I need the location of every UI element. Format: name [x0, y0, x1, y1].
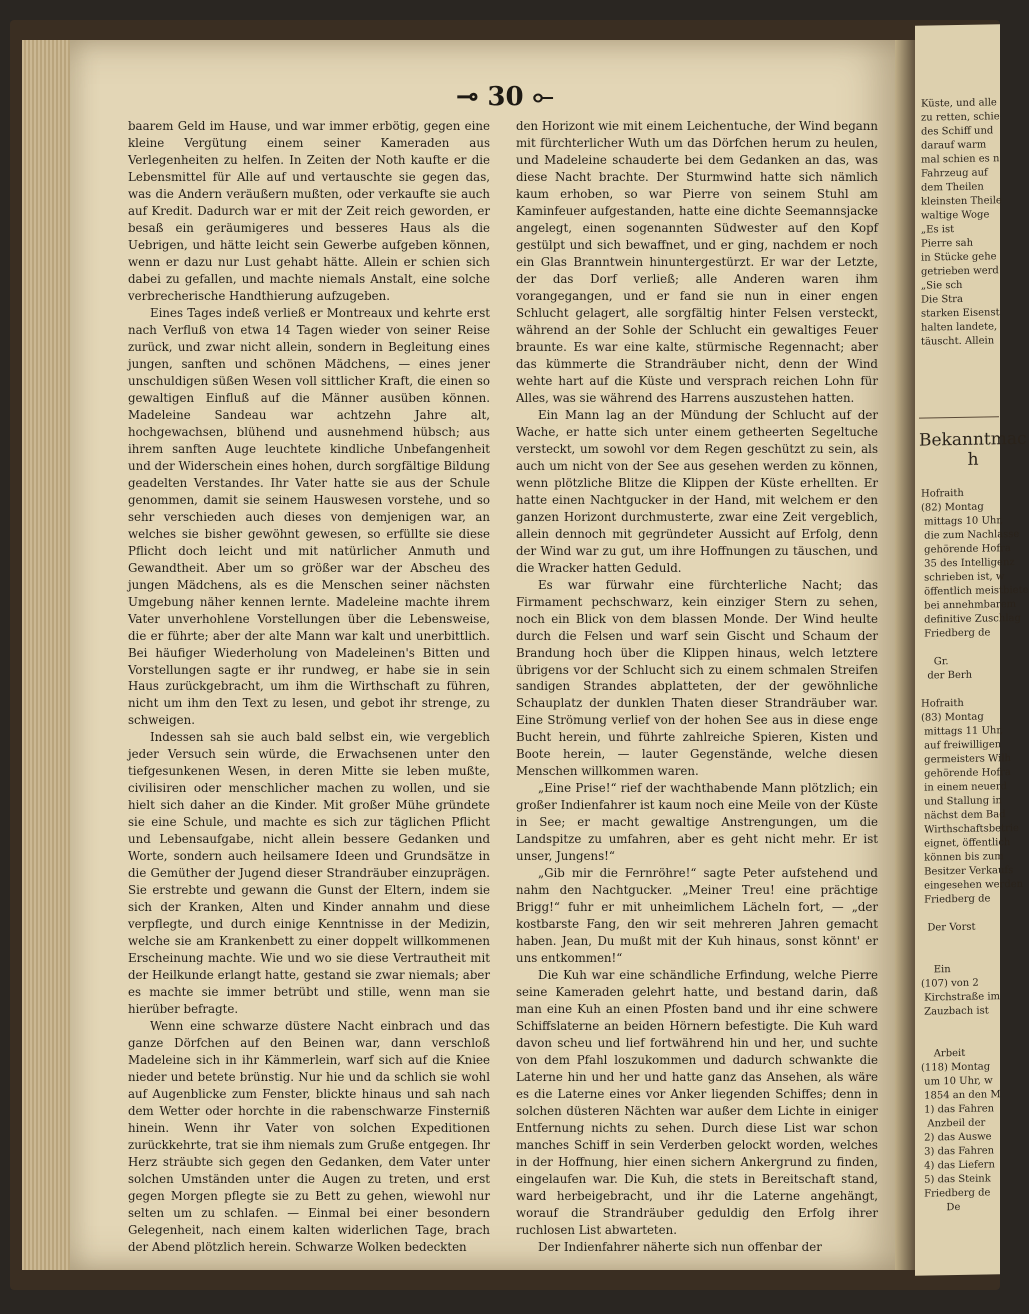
paragraph: den Horizont wie mit einem Leichentuche, der Wind begann mit fürchterlicher Wuth um das Dörfchen herum zu heulen, und Madeleine schauderte bei dem Gedanken an das, was diese Nacht brachte. Der Sturmwind hatte sich nämlich kaum erhoben, so war Pierre von seinem Stuhl am Kaminfeuer aufgestanden, hatte eine dichte Seemannsjacke angelegt, einen sogenannten Südwester auf den Kopf gestülpt und sich bewaffnet, und er ging, nachdem er noch ein Glas Branntwein hinuntergestürzt. Er war der Letzte, der das Dorf verließ; alle Anderen waren ihm vorangegangen, und er fand sie nun in einer engen Schlucht gelagert, alle sorgfältig hinter Felsen versteckt, während an der Sohle der Schlucht ein gewaltiges Feuer braunte. Es war eine kalte, stürmische Regennacht; aber das kümmerte die Strandräuber nicht, denn der Wind wehte hart auf die Küste und versprach reichen Lohn für Alles, was sie während des Harrens auszustehen hatten.	[516, 119, 878, 405]
right-page-heading: Bekanntmac h	[919, 428, 1027, 470]
paragraph: baarem Geld im Hause, und war immer erbötig, gegen eine kleine Vergütung einem seiner Kameraden aus Verlegenheiten zu helfen. In Zeiten der Noth kaufte er die Lebensmittel für Alle auf und vertauschte sie gegen das, was die Andern veräußern mußten, oder verkaufte sie auch auf Kredit. Dadurch war er mit der Zeit reich geworden, er besaß ein geräumigeres und besseres Haus als die Uebrigen, und hätte leicht sein Gewerbe aufgeben können, wenn er dazu nur Lust gehabt hätte. Allein er schien sich dabei zu gefallen, und machte niemals Anstalt, eine solche verbrecherische Handthierung aufzugeben.	[128, 119, 490, 303]
left-text-column	[128, 118, 490, 1256]
paragraph: „Eine Prise!“ rief der wachthabende Mann plötzlich; ein großer Indienfahrer ist kaum noch eine Meile von der Küste in See; er macht gewaltige Anstrengungen, um die Landspitze zu umfahren, aber es geht nicht mehr. Er ist unser, Jungens!“	[516, 781, 878, 864]
paragraph: Wenn eine schwarze düstere Nacht einbrach und das ganze Dörfchen auf den Beinen war, dann verschloß Madeleine sich in ihr Kämmerlein, warf sich auf die Kniee nieder und betete brünstig. Nur hie und da schlich sie wohl auf Augenblicke zum Fenster, blickte hinaus und sah nach dem Wetter oder horchte in die rabenschwarze Finsterniß hinein. Wenn ihr Vater von solchen Expeditionen zurückkehrte, trat sie ihm niemals zum Gruße entgegen. Ihr Herz sträubte sich gegen den Gedanken, dem Vater unter solchen Umständen unter die Augen zu treten, und erst gegen Morgen pflegte sie zu Bett zu gehen, wiewohl nur selten um zu schlafen. — Einmal bei einer besondern Gelegenheit, nach einem kalten widerlichen Tage, brach der Abend plötzlich herein. Schwarze Wolken bedeckten	[128, 1019, 490, 1254]
right-page-top-text: Küste, und alle zu retten, schie des Schiff und darauf warm mal schien es n Fahrzeug auf dem Theilen kleinsten Theile waltige Woge „Es ist Pierre sah in Stücke gehe getrieben werd „Sie sch Die Stra starken Eisenst halten landete, täuscht. Allein	[921, 97, 1002, 348]
paragraph: Eines Tages indeß verließ er Montreaux und kehrte erst nach Verfluß von etwa 14 Tagen wieder von seiner Reise zurück, und zwar nicht allein, sondern in Begleitung eines jungen, sanften und schönen Mädchens, — eines jener unschuldigen süßen Wesen voll sittlicher Kraft, die einen so gewaltigen Einfluß auf die Männer ausüben können. Madeleine Sandeau war achtzehn Jahre alt, hochgewachsen, blühend und ausnehmend hübsch; aus ihrem sanften Auge leuchtete kindliche Unbefangenheit und der Widerschein eines hohen, durch sorgfältige Bildung geadelten Verstandes. Ihr Vater hatte sie aus der Schule genommen, damit sie seinem Hauswesen vorstehe, und so sehr verschieden auch dieses von demjenigen war, an welches sie bisher gewöhnt gewesen, so erfüllte sie diese Pflicht doch leicht und mit natürlicher Anmuth und Gewandtheit. Aber um so größer war der Abscheu des jungen Mädchens, als es die Menschen seiner nächsten Umgebung näher kennen lernte. Madeleine machte ihrem Vater unverhohlene Vorstellungen über die Lebensweise, die er führte; aber der alte Mann war kalt und unerbittlich. Bei häufiger Wiederholung von Madeleinen's Bitten und Vorstellungen sagte er ihr rundweg, er habe sie in sein Haus zurückgebracht, um ihm die Wirthschaft zu führen, nicht um ihm den Text zu lesen, und gebot ihr strenge, zu schweigen.	[128, 305, 490, 728]
paragraph: Es war fürwahr eine fürchterliche Nacht; das Firmament pechschwarz, kein einziger Stern zu sehen, noch ein Blick von dem blassen Monde. Der Wind heulte durch die Felsen und warf sein Gischt und Schaum der Brandung hoch über die Klippen hinaus, welch letztere übrigens vor der Schlucht sich zu einem schmalen Streifen sandigen Strandes abplatteten, der der gewöhnliche Schauplatz der dunklen Thaten dieser Strandräuber war. Eine Strömung verlief von der hohen See aus in diese enge Bucht herein, und führte zahlreiche Spieren, Kisten und Boote herein, — lauter Gegenstände, welche diesen Menschen willkommen waren.	[516, 577, 878, 779]
right-page-fragment	[915, 24, 1029, 1275]
page-number-value: 30	[487, 82, 524, 112]
paragraph: Die Kuh war eine schändliche Erfindung, welche Pierre seine Kameraden gelehrt hatte, und bestand darin, daß man eine Kuh an einen Pfosten band und ihr eine schwere Schiffslaterne an beiden Hörnern befestigte. Die Kuh ward davon scheu und lief fortwährend hin und her, und suchte von dem Pfahl loszukommen und dadurch schwankte die Laterne hin und her und hatte ganz das Ansehen, als wäre es die Laterne eines vor Anker liegenden Schiffes; denn in solchen düsteren Nächten war außer dem Lichte in einiger Entfernung nichts zu sehen. Durch diese List war schon manches Schiff in sein Verderben gelockt worden, welches in der Hoffnung, hier einen sichern Ankergrund zu finden, eingelaufen war. Die Kuh, die stets in Bereitschaft stand, ward herbeigebracht, und ihr die Laterne angehängt, worauf die Strandräuber geduldig den Erfolg ihrer ruchlosen List abwarteten.	[516, 968, 878, 1237]
ornament-left-icon: ⊸	[456, 82, 488, 112]
right-page-notices: Hofraith (82) Montag mittags 10 Uhr, die zum Nachlasse gehörende Hofra 35 des Intelligenz schrieben ist, w öffentlich meistbiete bei annehmbarem definitive Zuschlag Friedberg de Gr. der Berh Hofraith (83) Montag mittags 11 Uhr, auf freiwilligen germeisters Wilh gehörende Hofra in einem neuerd und Stallung in nächst dem Bad Wirthschaftsbetrie eignet, öffentlich können bis zum Besitzer Verkaufs eingesehen werden Friedberg de Der Vorst Ein (107) von 2 Kirchstraße im Zauzbach ist Arbeit (118) Montag um 10 Uhr, w 1854 an den M 1) das Fahren Anzbeil der 2) das Auswe 3) das Fahren 4) das Liefern 5) das Steink Friedberg de De	[921, 487, 1029, 1214]
paragraph: „Gib mir die Fernröhre!“ sagte Peter aufstehend und nahm den Nachtgucker. „Meiner Treu! eine prächtige Brigg!“ fuhr er mit unheimlichem Lächeln fort, — „der kostbarste Fang, den wir seit mehreren Jahren gemacht haben. Jean, Du mußt mit der Kuh hinaus, sonst könnt' er uns entkommen!“	[516, 866, 878, 966]
right-page-rule	[919, 416, 999, 418]
paragraph: Indessen sah sie auch bald selbst ein, wie vergeblich jeder Versuch sein würde, die Erwachsenen unter den tiefgesunkenen Wesen, in deren Mitte sie leben mußte, civilisiren oder menschlicher machen zu wollen, und sie hielt sich daher an die Kinder. Mit großer Mühe gründete sie eine Schule, und machte es sich zur täglichen Pflicht und Lebensaufgabe, nicht allein bessere Gedanken und Worte, sondern auch heilsamere Ideen und Grundsätze in die Gemüther der Jugend dieser Strandräuber einzuprägen. Sie erstrebte und gewann die Gunst der Eltern, indem sie sich der Kranken, Alten und Kinder annahm und diese verpflegte, und durch einige Kenntnisse in der Medizin, welche sie am Krankenbett zu einer doppelt willkommenen Erscheinung machte. Wie und wo sie diese Vertrautheit mit der Heilkunde erlangt hatte, gestand sie zwar niemals; aber es machte sie immer betrübt und stille, wenn man sie hierüber befragte.	[128, 730, 490, 1017]
ornament-right-icon: ⟜	[523, 82, 554, 112]
paragraph: Der Indienfahrer näherte sich nun offenbar der	[538, 1239, 822, 1254]
paragraph: Ein Mann lag an der Mündung der Schlucht auf der Wache, er hatte sich unter einem getheerten Segeltuche versteckt, um sowohl vor dem Regen geschützt zu sein, als auch um nicht von der See aus gesehen werden zu können, wenn plötzliche Blitze die Klippen der Küste erhellten. Er hatte einen Nachtgucker in der Hand, mit welchem er den ganzen Horizont durchmusterte, zwar eine Zeit vergeblich, allein dennoch mit gegründeter Aussicht auf Erfolg, denn der Wind war zu gut, um ihre Hoffnungen zu täuschen, und die Wracker hatten Geduld.	[516, 407, 878, 575]
page-number	[445, 82, 565, 113]
right-text-column	[516, 118, 878, 1256]
